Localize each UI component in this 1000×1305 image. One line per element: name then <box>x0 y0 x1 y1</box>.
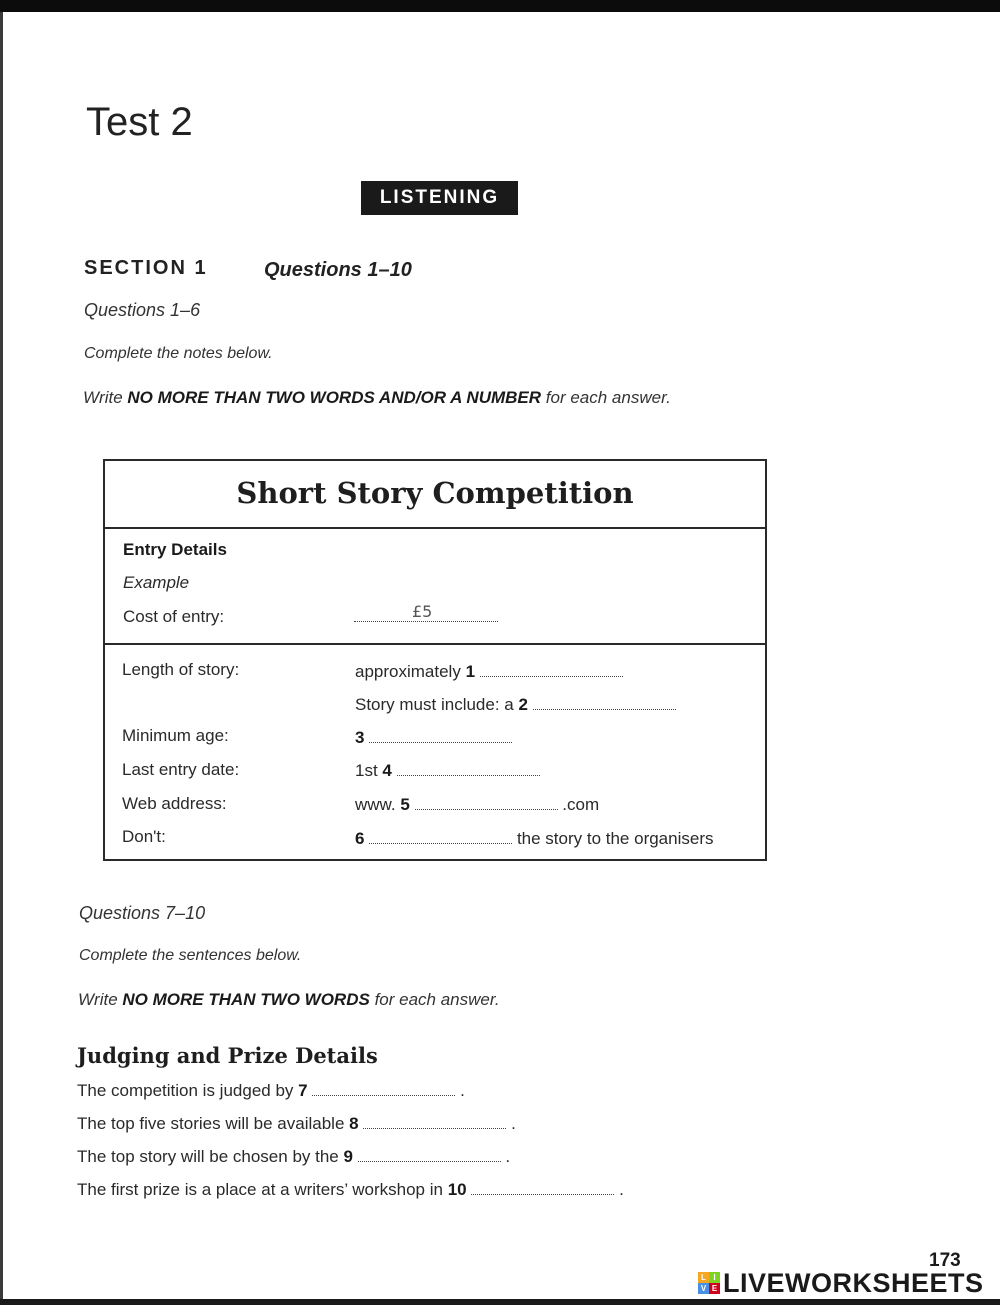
listening-badge: LISTENING <box>361 181 518 215</box>
row-prefix: www. <box>355 795 396 814</box>
liveworksheets-logo[interactable] <box>698 1268 984 1298</box>
sentence-end: . <box>505 1147 511 1166</box>
row-label-length: Length of story: <box>122 660 240 679</box>
notes-divider <box>105 643 765 645</box>
judging-heading: Judging and Prize Details <box>77 1043 378 1068</box>
questions-range-7-10: Questions 7–10 <box>79 903 206 923</box>
write-post: for each answer. <box>374 990 500 1009</box>
instruction-word-limit-1 <box>83 388 671 408</box>
row-prefix: Story must include: a <box>355 695 514 714</box>
row-prefix: 1st <box>355 761 378 780</box>
row-value-1 <box>355 662 623 682</box>
answer-blank-2[interactable] <box>533 697 676 710</box>
instruction-complete-notes: Complete the notes below. <box>84 345 273 362</box>
cost-answer: £5 <box>412 602 433 621</box>
write-pre: Write <box>83 388 123 407</box>
mark-letter: L <box>698 1272 709 1283</box>
notes-box <box>103 459 767 861</box>
answer-blank-3[interactable] <box>369 730 512 743</box>
notes-title: Short Story Competition <box>236 476 634 510</box>
question-number-1: 1 <box>465 662 476 681</box>
row-value-4 <box>355 761 540 781</box>
top-border <box>0 0 1000 12</box>
sentence-7 <box>77 1081 465 1101</box>
word-limit-bold: NO MORE THAN TWO WORDS <box>122 990 370 1009</box>
instruction-word-limit-2 <box>78 990 500 1010</box>
row-value-6 <box>355 829 713 849</box>
notes-title-row <box>105 461 765 529</box>
question-number-3: 3 <box>355 728 365 747</box>
sentence-text: The competition is judged by <box>77 1081 294 1100</box>
sentence-text: The top story will be chosen by the <box>77 1147 339 1166</box>
sentence-text: The first prize is a place at a writers’ workshop in <box>77 1180 443 1199</box>
answer-blank-10[interactable] <box>471 1182 614 1195</box>
sentence-10 <box>77 1180 624 1200</box>
answer-blank-9[interactable] <box>358 1149 501 1162</box>
sentence-9 <box>77 1147 510 1167</box>
answer-blank-7[interactable] <box>312 1083 455 1096</box>
liveworksheets-mark-icon <box>698 1272 720 1294</box>
questions-range-1-6: Questions 1–6 <box>84 300 201 320</box>
answer-blank-1[interactable] <box>480 664 623 677</box>
question-number-4: 4 <box>382 761 392 780</box>
page-number: 173 <box>929 1250 961 1271</box>
row-prefix: approximately <box>355 662 461 681</box>
question-number-6: 6 <box>355 829 365 848</box>
word-limit-bold: NO MORE THAN TWO WORDS AND/OR A NUMBER <box>127 388 542 407</box>
sentence-8 <box>77 1114 516 1134</box>
instruction-complete-sentences: Complete the sentences below. <box>79 947 302 964</box>
row-label-last-entry: Last entry date: <box>122 760 240 779</box>
sentence-text: The top five stories will be available <box>77 1114 345 1133</box>
write-pre: Write <box>78 990 118 1009</box>
sentence-end: . <box>460 1081 465 1100</box>
write-post: for each answer. <box>545 388 671 407</box>
row-label-web-address: Web address: <box>122 794 227 813</box>
example-label: Example <box>123 573 190 592</box>
cost-label: Cost of entry: <box>123 607 225 626</box>
sentence-end: . <box>511 1114 516 1133</box>
row-value-2 <box>355 695 676 715</box>
question-number-8: 8 <box>349 1114 359 1133</box>
row-label-dont: Don't: <box>122 827 166 846</box>
row-label-min-age: Minimum age: <box>122 726 229 745</box>
section-label: SECTION 1 <box>84 257 208 279</box>
mark-letter: E <box>709 1283 720 1294</box>
question-number-2: 2 <box>518 695 528 714</box>
question-number-7: 7 <box>298 1081 308 1100</box>
answer-blank-6[interactable] <box>369 831 512 844</box>
row-suffix: the story to the organisers <box>516 829 714 848</box>
question-number-10: 10 <box>447 1180 467 1199</box>
answer-blank-8[interactable] <box>363 1116 506 1129</box>
liveworksheets-wordmark: LIVEWORKSHEETS <box>723 1267 984 1298</box>
mark-letter: V <box>698 1283 709 1294</box>
mark-letter: I <box>709 1272 720 1283</box>
row-value-3 <box>355 728 512 748</box>
sentence-end: . <box>619 1180 624 1199</box>
answer-blank-5[interactable] <box>415 797 558 810</box>
entry-details-heading: Entry Details <box>123 540 227 559</box>
row-value-5 <box>355 795 599 815</box>
section-questions: Questions 1–10 <box>264 259 412 281</box>
answer-blank-4[interactable] <box>397 763 540 776</box>
left-border <box>0 12 3 1305</box>
bottom-border <box>0 1299 1000 1305</box>
row-suffix: .com <box>562 795 600 814</box>
question-number-9: 9 <box>343 1147 353 1166</box>
page-title: Test 2 <box>86 100 193 144</box>
question-number-5: 5 <box>400 795 410 814</box>
